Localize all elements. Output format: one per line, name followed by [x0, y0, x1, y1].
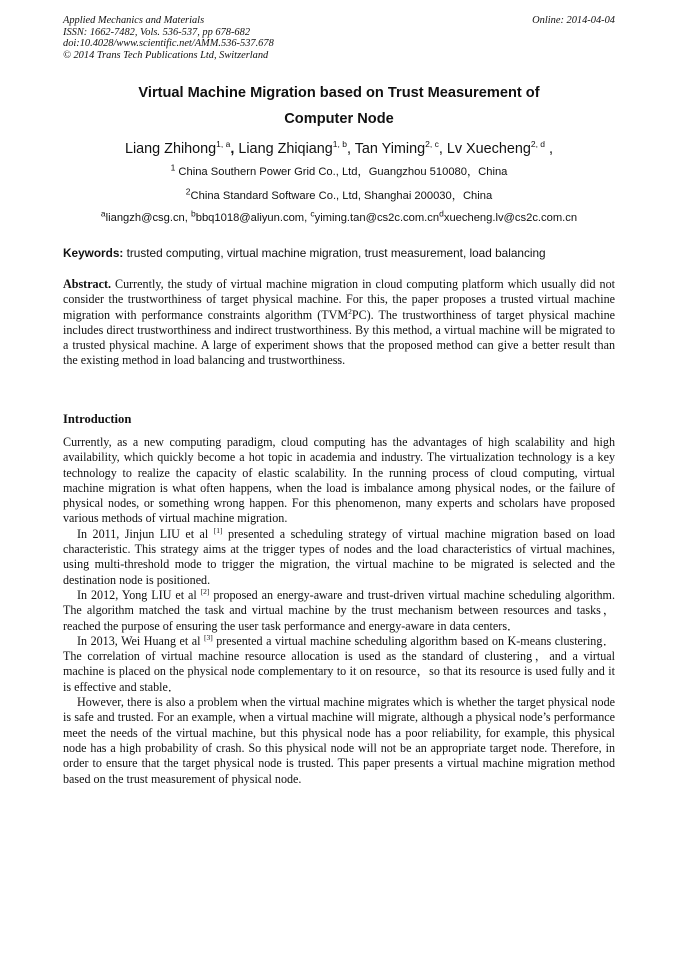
copyright-line: © 2014 Trans Tech Publications Ltd, Switzerland [63, 49, 269, 61]
paragraph: In 2012, Yong LIU et al [2] proposed an energy-aware and trust-driven virtual machine scheduling algorithm. The algorithm matched the task and virtual machine by the trust mechanism between resources and tasks，reached the purpose of ensuring the user task performance and energy-aware in data centers． [63, 586, 615, 633]
abstract: Abstract. Currently, the study of virtual machine migration in cloud computing platform which usually did not consider the trustworthiness of target physical machine. For this, the paper proposes a trusted virtual machine migration with performance constraints algorithm (TVM$^2$PC). The trustworthiness of target physical machine includes direct trustworthiness and indirect trustworthiness. By this method, a virtual machine will be migrated to a trusted physical machine. A large of experiment shows that the proposed method can give a better result than the existing method in load balancing and trustworthiness. [63, 277, 616, 368]
journal-header [63, 15, 615, 61]
issn-line: ISSN: 1662-7482, Vols. 536-537, pp 678-682 [63, 26, 251, 38]
doi-line: doi:10.4028/www.scientific.net/AMM.536-537.678 [63, 38, 274, 50]
author-name: Liang Zhihong [124, 141, 217, 157]
author-affiliation-marker: 2, d [530, 139, 546, 150]
paragraph: Currently, as a new computing paradigm, cloud computing has the advantages of high scalability and high availability, which quickly become a hot topic in academia and industry. The virtualization technology is a key technology to realize the capacity of elastic scalability. In the running process of cloud computing, virtual machine migration is what often happens, when the load is imbalance among physical nodes, or the failure of physical nodes, or something wrong happen. For this phenomenon, many experts and scholars have proposed various methods of virtual machine migration. [63, 435, 615, 526]
paper-title [63, 80, 615, 132]
citation-ref: [3] [203, 632, 213, 642]
author-affiliation-marker: 1, b [332, 139, 347, 150]
journal-name: Applied Mechanics and Materials [63, 15, 205, 26]
abstract-label: Abstract. [63, 277, 112, 291]
keywords-text: trusted computing, virtual machine migration, trust measurement, load balancing [123, 246, 546, 260]
author-emails: $^a$liangzh@csg.cn, $^b$bbq1018@aliyun.com, $^cyiming.\tan@cs2c.com.cn^dxuecheng.lv@cs2c.com.cn$ [100, 208, 578, 224]
email-link: xuecheng.lv@cs2c.com.cn [443, 212, 578, 224]
email-link: liangzh@csg.cn, [105, 212, 191, 224]
author-name: Tan Yiming [354, 141, 426, 157]
title-line-2: Computer Node [284, 111, 394, 127]
citation-ref: [2] [200, 586, 210, 596]
affiliation-1: $^1$ China Southern Power Grid Co., Ltd，Guangzhou 510080，China [170, 162, 508, 178]
author-affiliation-marker: 1, a [216, 139, 231, 150]
paragraph: However, there is also a problem when the virtual machine migrates which is whether the target physical node is safe and trusted. For an example, when a virtual machine will migrate, although a physical node’s performance meet the needs of the virtual machine, but this physical node has a poor reliability, for example, this physical node has a high probability of crash. So this physical node will not be an appropriate target node. Therefore, in order to ensure that the target physical node is trusted. This paper presents a virtual machine migration method based on the trust measurement of physical node. [63, 695, 615, 786]
online-date: Online: 2014-04-04 [532, 15, 615, 26]
author-name: Lv Xuecheng [446, 141, 531, 157]
title-line-1: Virtual Machine Migration based on Trust Measurement of [138, 85, 540, 101]
email-link: bbq1018@aliyun.com, [195, 212, 311, 224]
author-affiliation-marker: 2, c [425, 139, 439, 150]
keywords [63, 246, 623, 261]
paragraph: In 2013, Wei Huang et al [3] presented a virtual machine scheduling algorithm based on K-means clustering． The correlation of virtual machine resource allocation is used as the standard of clustering，and a virtual machine is placed on the physical node complementary to it on resource，so that its resource is used fully and it is effective and stable． [63, 632, 615, 694]
citation-ref: [1] [213, 525, 223, 535]
author-name: Liang Zhiqiang [238, 141, 333, 157]
paragraph: In 2011, Jinjun LIU et al [1] presented a scheduling strategy of virtual machine migration based on load characteristic. This strategy aims at the trigger types of nodes and the load characteristics of virtual machines, using multi-threshold mode to trigger the migration, the virtual machine to be migrated is selected and the destination node is positioned. [63, 525, 615, 587]
keywords-label: Keywords: [63, 246, 124, 260]
affiliation-2: $^2$China Standard Software Co., Ltd, Shanghai 200030，China [185, 186, 493, 202]
introduction-body [63, 435, 615, 787]
author-list: Liang Zhihong$^{1, a}$, Liang Zhiqiang$^{1, b}$, Tan Yiming$^{2, c}$, Lv Xuecheng$^{2, d}$ , [124, 139, 554, 157]
email-link: yiming.tan@cs2c.com.cn [314, 212, 440, 224]
section-heading-introduction: Introduction [63, 412, 132, 426]
